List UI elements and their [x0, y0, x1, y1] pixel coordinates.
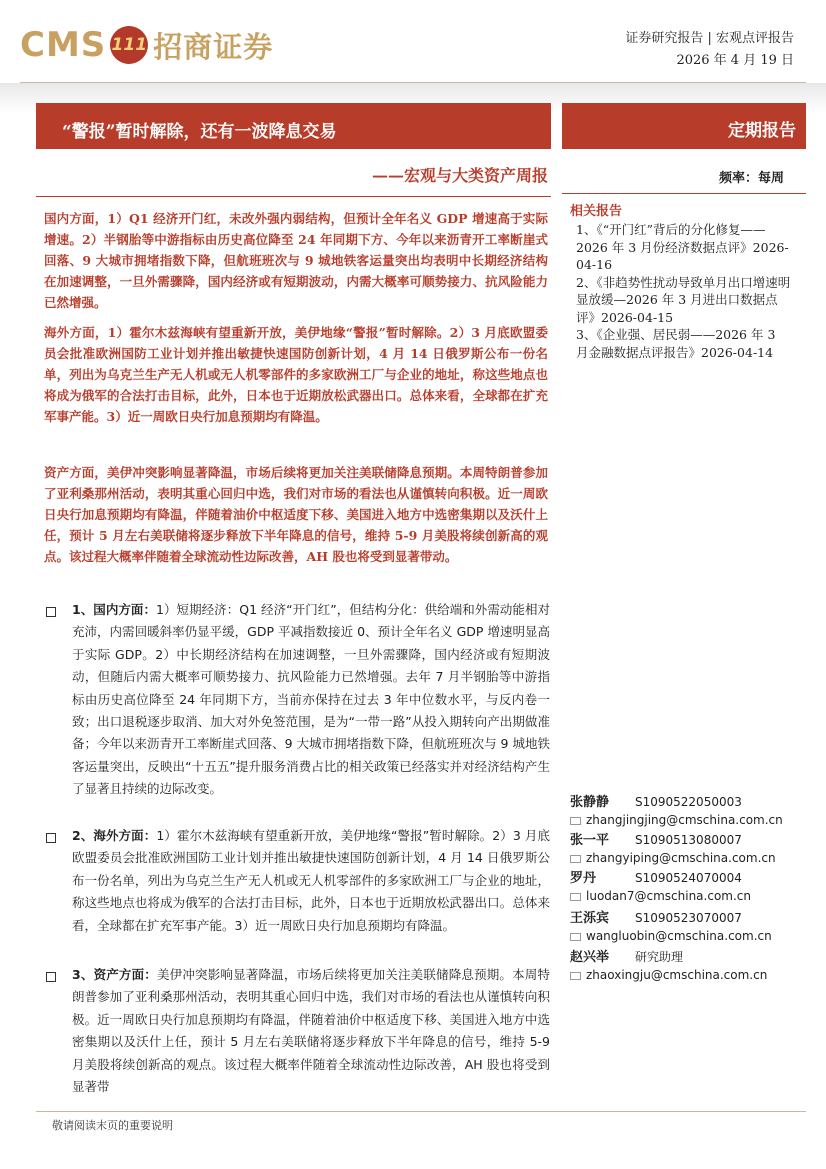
analyst-email[interactable]: zhangyiping@cmschina.com.cn [586, 851, 776, 865]
summary-assets: 资产方面，美伊冲突影响显著降温，市场后续将更加关注美联储降息预期。本周特朗普参加了亚利桑那州活动，表明其重心回归中选，我们对市场的看法也从谨慎转向积极。近一周欧日央行加息预期均有降温，伴随着油价中枢适度下移、美国进入地方中选密集期以及沃什上任，预计 5 月左右美联储将逐步释放下半年降息的信号，维持 5-9 月美股将续创新高的观点。该过程大概率伴随着全球流动性边际改善，AH 股也将受到显著带动。 [44, 465, 548, 564]
analyst-cert: S1090522050003 [635, 795, 742, 809]
page-subtitle: ——宏观与大类资产周报 [371, 166, 548, 185]
email-icon [570, 893, 581, 901]
report-type: 证券研究报告 | 宏观点评报告 [625, 31, 794, 46]
related-reports-list [576, 221, 791, 361]
bullet-icon [46, 833, 56, 843]
related-report-link[interactable]: 3、《企业强、居民弱——2026 年 3 月金融数据点评报告》2026-04-14 [576, 327, 776, 360]
analyst-name: 张静静 [570, 795, 610, 810]
analyst-email[interactable]: zhangjingjing@cmschina.com.cn [586, 813, 783, 827]
email-icon [570, 817, 581, 825]
analyst-card [570, 867, 800, 903]
analyst-name: 王泺宾 [570, 911, 610, 926]
related-report-link[interactable]: 2、《非趋势性扰动导致单月出口增速明显放缓—2026 年 3 月进出口数据点评》2026-04-15 [576, 274, 791, 325]
analyst-name: 张一平 [570, 833, 610, 848]
footer-disclaimer: 敬请阅读末页的重要说明 [52, 1119, 173, 1132]
body-lead: 2、海外方面： [72, 828, 157, 843]
bullet-icon [46, 607, 56, 617]
email-icon [570, 933, 581, 941]
body-text: 美伊冲突影响显著降温，市场后续将更加关注美联储降息预期。本周特朗普参加了亚利桑那州活动，表明其重心回归中选，我们对市场的看法也从谨慎转向积极。近一周欧日央行加息预期均有降温，伴随着油价中枢适度下移、美国进入地方中选密集期以及沃什上任，预计 5 月左右美联储将逐步释放下半年降息的信号，维持 5-9 月美股将续创新高的观点。该过程大概率伴随着全球流动性边际改善，AH 股也将受到显著带 [72, 967, 550, 1095]
body-text: 1）霍尔木兹海峡有望重新开放，美伊地缘“警报”暂时解除。2）3 月底欧盟委员会批准欧洲国防工业计划并推出敏捷快速国防创新计划，4 月 14 日俄罗斯公布一份名单，列出为乌克兰生产无人机或无人机零部件的多家欧洲工厂与企业的地址，称这些地点也将成为俄军的合法打击目标，此外，日本也于近期放松武器出口。总体来看，全球都在扩充军事产能。3）近一周欧日央行加息预期均有降温。 [72, 828, 550, 933]
body-overseas [72, 825, 550, 937]
header-meta [625, 28, 794, 72]
bullet-icon [46, 972, 56, 982]
analyst-cert: S1090524070004 [635, 871, 742, 885]
related-reports-title: 相关报告 [570, 204, 623, 219]
email-icon [570, 855, 581, 863]
body-text: 1）短期经济：Q1 经济“开门红”，但结构分化：供给端和外需动能相对充沛，内需回暖斜率仍显平缓，GDP 平减指数接近 0、预计全年名义 GDP 增速明显高于实际 GDP。2）中长期经济结构在加速调整，一旦外需骤降，国内经济或有短期波动，但随后内需大概率可顺势接力、抗风险能力已然增强。去年 7 月半钢胎等中游指标由历史高位降至 24 年同期下方，当前亦保持在过去 3 年中位数水平，与反内卷一致；出口退税逐步取消、加大对外免签范围，是为“一带一路”从投入期转向产出期做准备；今年以来沥青开工率断崖式回落、9 大城市拥堵指数下降，但航班班次与 9 城地铁客运量突出，反映出“十五五”提升服务消费占比的相关政策已经落实并对经济结构产生了显著且持续的边际改变。 [72, 602, 550, 797]
analyst-card [570, 829, 800, 865]
page-title: “警报”暂时解除，还有一波降息交易 [62, 122, 337, 142]
email-icon [570, 972, 581, 980]
title-divider [36, 196, 551, 197]
analyst-cert: S1090513080007 [635, 833, 742, 847]
summary-overseas: 海外方面，1）霍尔木兹海峡有望重新开放，美伊地缘“警报”暂时解除。2）3 月底欧盟委员会批准欧洲国防工业计划并推出敏捷快速国防创新计划，4 月 14 日俄罗斯公布一份名单，列出为乌克兰生产无人机或无人机零部件的多家欧洲工厂与企业的地址，称这些地点也将成为俄军的合法打击目标，此外，日本也于近期放松武器出口。总体来看，全球都在扩充军事产能。3）近一周欧日央行加息预期均有降温。 [44, 325, 548, 424]
body-assets [72, 964, 550, 1098]
analyst-card [570, 907, 800, 943]
summary-domestic: 国内方面，1）Q1 经济开门红，未改外强内弱结构，但预计全年名义 GDP 增速高于实际增速。2）半钢胎等中游指标由历史高位降至 24 年同期下方、今年以来沥青开工率断崖式回落、9 大城市拥堵指数下降，但航班班次与 9 城地铁客运量突出均表明中长期经济结构在加速调整，一旦外需骤降，国内经济或有短期波动，内需大概率可顺势接力、抗风险能力已然增强。 [44, 211, 548, 310]
analyst-name: 罗丹 [570, 871, 597, 886]
analyst-card [570, 791, 800, 827]
cms-logo [20, 22, 273, 68]
analyst-email[interactable]: zhaoxingju@cmschina.com.cn [586, 968, 768, 982]
analyst-email[interactable]: wangluobin@cmschina.com.cn [586, 929, 772, 943]
logo-cms-text: CMS [20, 25, 107, 65]
body-lead: 3、资产方面： [72, 967, 157, 982]
body-domestic [72, 599, 550, 801]
analyst-cert: 研究助理 [635, 950, 684, 964]
report-category: 定期报告 [728, 121, 796, 141]
sidebar-divider [562, 193, 806, 194]
analyst-card [570, 946, 800, 982]
logo-badge-icon: 111 [110, 26, 148, 64]
report-date: 2026 年 4 月 19 日 [676, 53, 794, 68]
body-lead: 1、国内方面： [72, 602, 156, 617]
analyst-email[interactable]: luodan7@cmschina.com.cn [586, 889, 751, 903]
analyst-cert: S1090523070007 [635, 911, 742, 925]
related-report-link[interactable]: 1、《“开门红”背后的分化修复——2026 年 3 月份经济数据点评》2026-04-16 [576, 222, 789, 272]
footer-divider [36, 1111, 806, 1112]
analyst-name: 赵兴举 [570, 950, 610, 965]
report-frequency: 频率：每周 [718, 171, 784, 186]
logo-company-name: 招商证券 [153, 29, 274, 64]
